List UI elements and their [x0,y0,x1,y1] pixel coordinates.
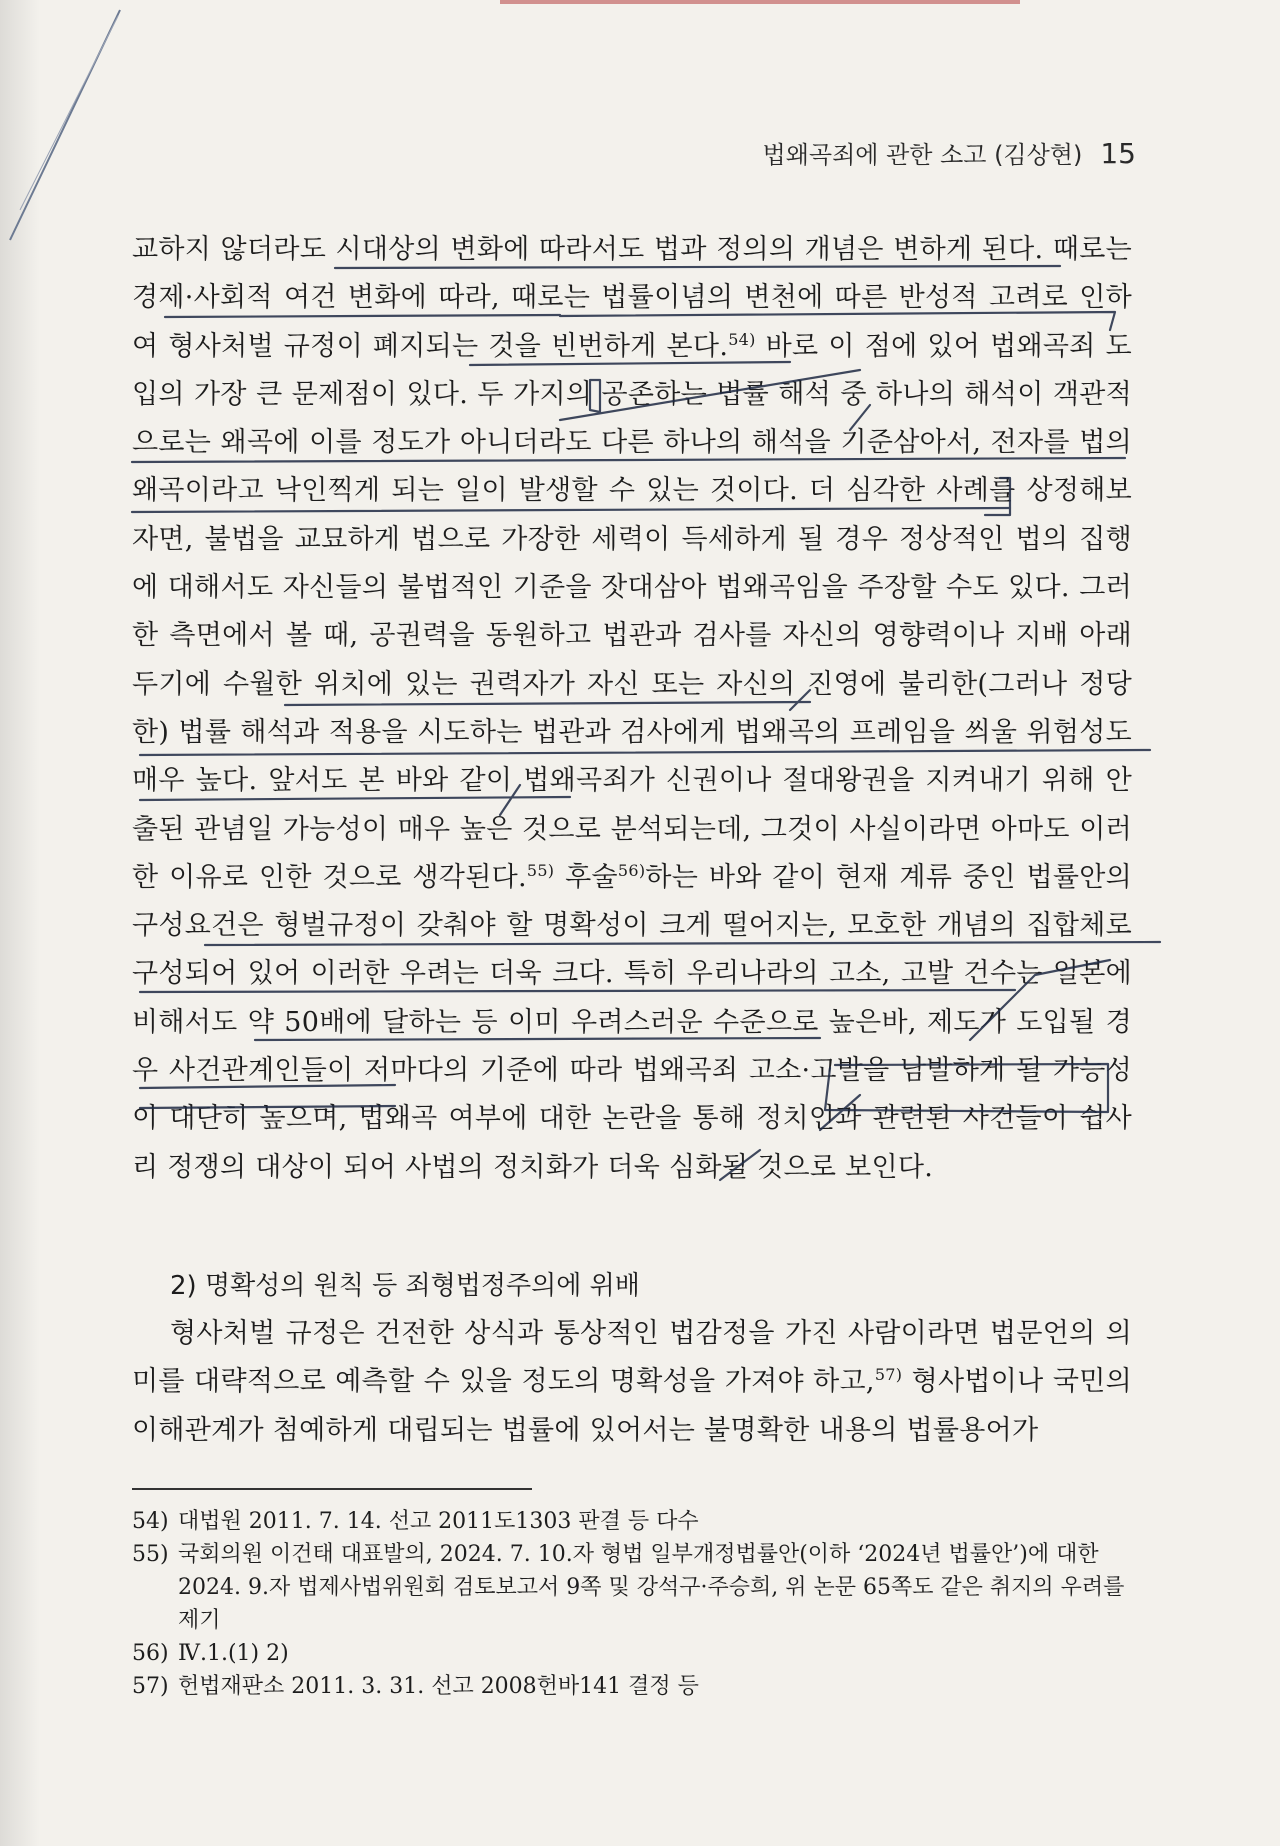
footnote-text: 대법원 2011. 7. 14. 선고 2011도1303 판결 등 다수 [178,1509,699,1534]
footnote-ref-54[interactable]: 54) [728,329,756,349]
footnote-number: 57) [132,1674,169,1699]
footnote-divider [132,1488,532,1490]
paragraph-text: 교하지 않더라도 시대상의 변화에 따라서도 법과 정의의 개념은 변하게 된다. 때로는 경제·사회적 여건 변화에 따라, 때로는 법률이념의 변천에 따른 반성적 고려로 인하여 형사처벌 규정이 폐지되는 것을 빈번하게 본다. [132,234,1132,362]
main-paragraph [132,226,1132,1192]
page-number: 15 [1100,137,1136,170]
footnote-number: 56) [132,1641,169,1666]
paragraph-text: 형사법이나 국민의 이해관계가 첨예하게 대립되는 법률에 있어서는 불명확한 내용의 법률용어가 [132,1366,1132,1446]
footnote-text: Ⅳ.1.(1) 2) [178,1641,289,1666]
paragraph-text: 하는 바와 같이 현재 계류 중인 법률안의 구성요건은 형벌규정이 갖춰야 할 명확성이 크게 떨어지는, 모호한 개념의 집합체로 구성되어 있어 이러한 우려는 더욱 크다. 특히 우리나라의 고소, 고발 건수는 일본에 비해서도 약 50배에 달하는 등 이미 우려스러운 수준으로 높은바, 제도가 도입될 경우 사건관계인들이 저마다의 기준에 따라 법왜곡죄 고소·고발을 남발하게 될 가능성이 대단히 높으며, 법왜곡 여부에 대한 논란을 통해 정치인과 관련된 사건들이 쉽사리 정쟁의 대상이 되어 사법의 정치화가 더욱 심화될 것으로 보인다. [132,861,1132,1183]
page-top-edge-mark [500,0,1020,4]
footnotes [132,1505,1132,1703]
footnote-number: 55) [132,1542,169,1567]
footnote-text: 국회의원 이건태 대표발의, 2024. 7. 10.자 형법 일부개정법률안(이하 ‘2024년 법률안’)에 대한 2024. 9.자 법제사법위원회 검토보고서 9쪽 및 강석구·주승희, 위 논문 65쪽도 같은 취지의 우려를 제기 [178,1542,1125,1633]
paragraph-text: 형사처벌 규정은 건전한 상식과 통상적인 법감정을 가진 사람이라면 법문언의 의미를 대략적으로 예측할 수 있을 정도의 명확성을 가져야 하고, [132,1318,1132,1398]
footnote-text: 헌법재판소 2011. 3. 31. 선고 2008헌바141 결정 등 [178,1674,699,1699]
running-title: 법왜곡죄에 관한 소고 (김상현) [762,141,1083,169]
footnote-ref-57[interactable]: 57) [874,1365,903,1385]
running-header [763,135,1136,170]
footnote-57 [132,1670,1132,1703]
footnote-ref-56[interactable]: 56) [617,860,646,880]
paragraph-text: 바로 이 점에 있어 법왜곡죄 도입의 가장 큰 문제점이 있다. 두 가지의 공존하는 법률 해석 중 하나의 해석이 객관적으로는 왜곡에 이를 정도가 아니더라도 다른 하나의 해석을 기준삼아서, 전자를 법의 왜곡이라고 낙인찍게 되는 일이 발생할 수 있는 것이다. 더 심각한 사례를 상정해보자면, 불법을 교묘하게 법으로 가장한 세력이 득세하게 될 경우 정상적인 법의 집행에 대해서도 자신들의 불법적인 기준을 잣대삼아 법왜곡임을 주장할 수도 있다. 그러한 측면에서 볼 때, 공권력을 동원하고 법관과 검사를 자신의 영향력이나 지배 아래 두기에 수월한 위치에 있는 권력자가 자신 또는 자신의 진영에 불리한(그러나 정당한) 법률 해석과 적용을 시도하는 법관과 검사에게 법왜곡의 프레임을 씌울 위험성도 매우 높다. 앞서도 본 바와 같이 법왜곡죄가 신권이나 절대왕권을 지켜내기 위해 안출된 관념일 가능성이 매우 높은 것으로 분석되는데, 그것이 사실이라면 아마도 이러한 이유로 인한 것으로 생각된다. [132,330,1132,893]
footnote-55 [132,1538,1132,1637]
page-fold-line [0,0,140,300]
footnote-56 [132,1637,1132,1670]
footnote-ref-55[interactable]: 55) [526,860,555,880]
footnote-number: 54) [132,1509,169,1534]
paragraph-text: 후술 [554,861,618,893]
footnote-54 [132,1505,1132,1538]
section-heading: 2) 명확성의 원칙 등 죄형법정주의에 위배 [170,1271,640,1301]
second-paragraph [132,1310,1132,1455]
